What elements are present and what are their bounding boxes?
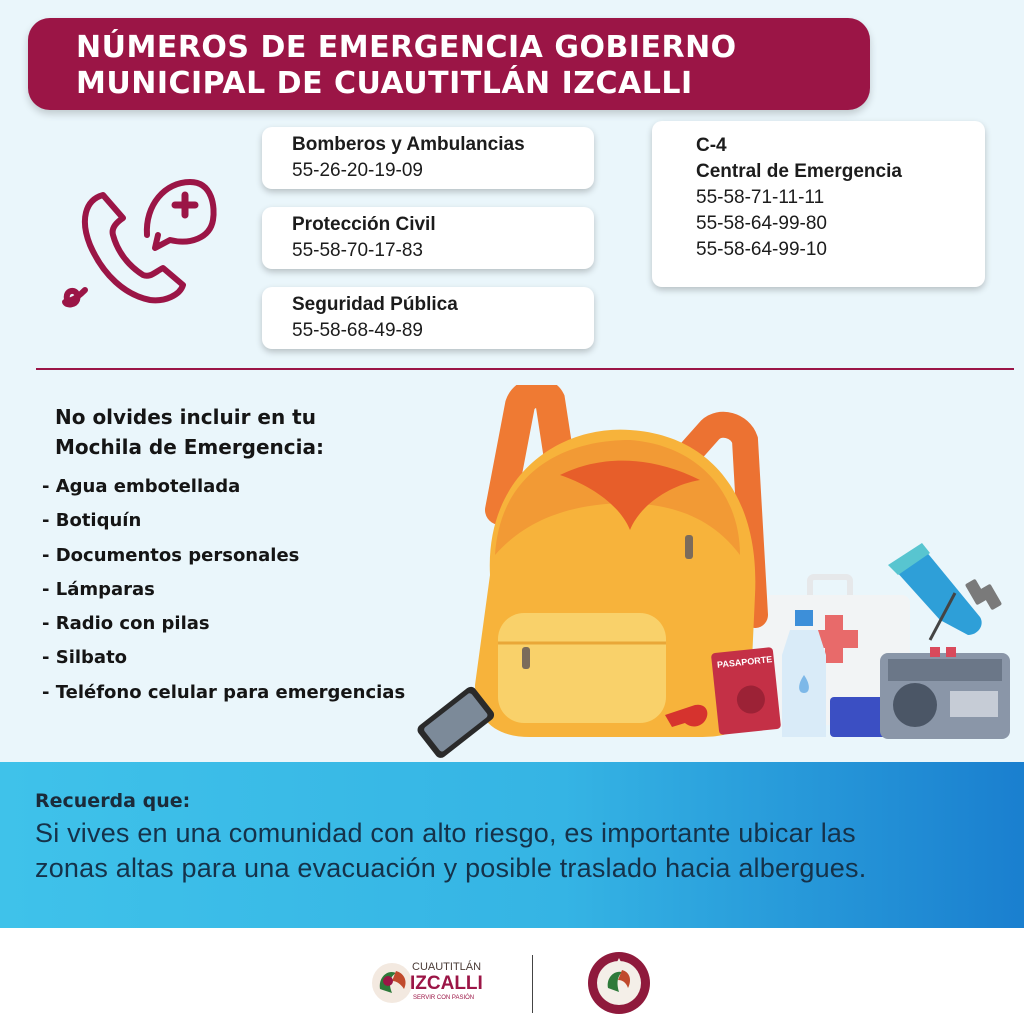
list-item: - Lámparas [42,578,155,600]
kit-illustration [410,385,1020,762]
section-divider [36,368,1014,370]
c4-number[interactable]: 55-58-64-99-80 [696,213,827,234]
title-line-2: MUNICIPAL DE CUAUTITLÁN IZCALLI [76,66,693,101]
contact-number[interactable]: 55-26-20-19-09 [292,160,423,181]
c4-number[interactable]: 55-58-64-99-10 [696,239,827,260]
izcalli-logo [368,955,508,1011]
phone-medical-icon [55,150,225,320]
reminder-heading: Recuerda que: [35,790,191,812]
logo-top-text: CUAUTITLÁN [412,961,482,973]
flower-logo-icon [368,959,416,1007]
passport-icon [711,647,781,735]
reminder-text-line-1: Si vives en una comunidad con alto riesgo, es importante ubicar las [35,818,856,848]
list-item: - Agua embotellada [42,476,241,497]
kit-heading-line-2: Mochila de Emergencia: [55,435,325,459]
contact-card-proteccion-civil [262,207,594,269]
kit-heading-line-1: No olvides incluir en tu [55,405,316,429]
list-item: - Botiquín [42,510,142,532]
list-item: - Documentos personales [42,544,300,566]
title-banner [28,18,870,110]
title-line-1: NÚMEROS DE EMERGENCIA GOBIERNO [76,30,737,65]
footer [0,928,1024,1024]
passport-label: PASAPORTE [716,654,773,670]
logo-tagline: SERVIR CON PASIÓN [413,995,475,1001]
list-item: - Silbato [42,647,128,669]
list-item: - Teléfono celular para emergencias [42,681,406,703]
contact-card-seguridad-publica [262,287,594,349]
contact-card-bomberos [262,127,594,189]
contact-number[interactable]: 55-58-70-17-83 [292,240,423,261]
list-item: - Radio con pilas [42,613,210,635]
c4-subtitle: Central de Emergencia [696,161,902,182]
proteccion-civil-seal-icon [586,950,652,1016]
logo-main-text: IZCALLI [410,973,483,994]
contact-name: Bomberos y Ambulancias [292,134,525,155]
c4-number[interactable]: 55-58-71-11-11 [696,187,825,208]
kit-list [42,470,405,710]
contact-card-c4 [652,121,985,287]
kit-heading [55,402,324,462]
contact-name: Protección Civil [292,214,436,235]
reminder-text-line-2: zonas altas para una evacuación y posible traslado hacia albergues. [35,853,867,883]
c4-name: C-4 [696,135,727,156]
footer-separator [532,955,533,1013]
contact-number[interactable]: 55-58-68-49-89 [292,320,423,341]
contact-name: Seguridad Pública [292,294,458,315]
